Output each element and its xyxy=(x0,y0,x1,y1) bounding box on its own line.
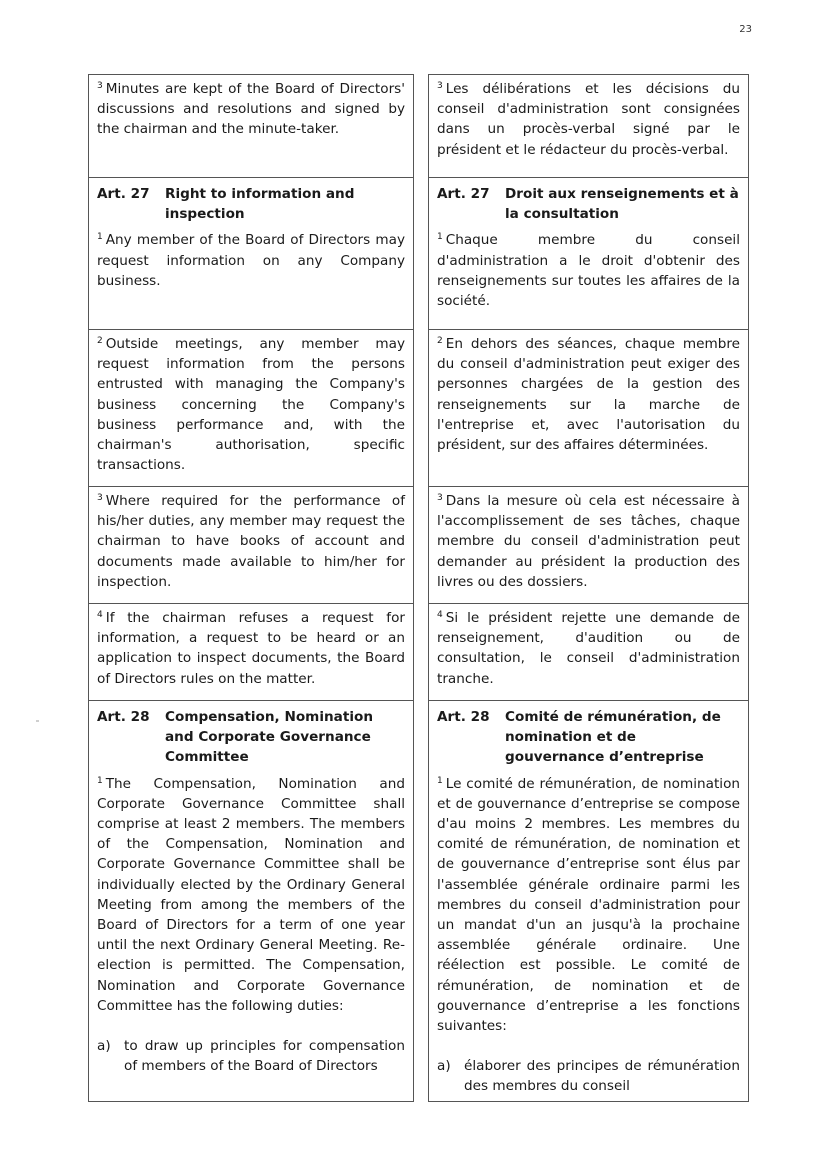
article-title: Right to information and inspection xyxy=(165,186,355,223)
english-cell xyxy=(89,487,414,604)
paragraph-number: 1 xyxy=(437,232,443,243)
list-item xyxy=(97,1036,405,1076)
column-gap xyxy=(414,75,429,178)
english-cell xyxy=(89,178,414,330)
paragraph-text: Si le président rejette une demande de renseignement, d'audition ou de consultation, le conseil d'administration tranche. xyxy=(437,610,740,687)
english-paragraph xyxy=(97,334,405,475)
list-marker: a) xyxy=(437,1058,451,1075)
paragraph-text: Where required for the performance of his/her duties, any member may request the chairman to have books of account and documents made available to him/her for inspection. xyxy=(97,493,405,590)
article-title: Compensation, Nomination and Corporate Governance Committee xyxy=(165,709,374,766)
english-paragraph xyxy=(97,491,405,592)
table-row xyxy=(89,487,749,604)
paragraph-number: 2 xyxy=(97,336,103,346)
article-number: Art. 27 xyxy=(437,186,490,202)
english-paragraph xyxy=(97,79,405,140)
bilingual-articles-table xyxy=(88,74,749,1102)
paragraph-number: 4 xyxy=(97,610,103,620)
paragraph-text: Dans la mesure où cela est nécessaire à l'accomplissement de ses tâches, chaque membre du conseil d'administration peut demander au président la production des livres ou des dossiers. xyxy=(437,493,740,590)
paragraph-number: 3 xyxy=(97,81,103,91)
article-title: Comité de rémunération, de nomination et de gouvernance d’entreprise xyxy=(505,709,721,766)
english-paragraph xyxy=(97,774,405,1016)
french-cell xyxy=(429,604,749,701)
paragraph-text: Chaque membre du conseil d'administration a le droit d'obtenir des renseignements sur toutes les affaires de la société. xyxy=(437,232,740,310)
table-row xyxy=(89,701,749,1102)
page-number: 23 xyxy=(739,24,752,35)
list-item-text: élaborer des principes de rémunération des membres du conseil xyxy=(464,1058,740,1095)
english-paragraph xyxy=(97,608,405,689)
table-row xyxy=(89,330,749,487)
paragraph-number: 1 xyxy=(437,775,443,786)
paragraph-number: 3 xyxy=(437,493,443,503)
paragraph-number: 1 xyxy=(97,775,103,786)
paragraph-text: Outside meetings, any member may request information from the persons entrusted with managing the Company's business concerning the Company's business performance and, with the chairman's authorisation, specific transactions. xyxy=(97,336,405,474)
column-gap xyxy=(414,604,429,701)
article-number: Art. 27 xyxy=(97,186,150,202)
column-gap xyxy=(414,701,429,1102)
paragraph-number: 4 xyxy=(437,610,443,620)
french-paragraph xyxy=(437,79,740,160)
paragraph-text: The Compensation, Nomination and Corporate Governance Committee shall comprise at least 2 members. The members of the Compensation, Nomination and Corporate Governance Committee shall be individually elected by the Ordinary General Meeting from among the members of the Board of Directors for a term of one year until the next Ordinary General Meeting. Re-election is permitted. The Compensation, Nomination and Corporate Governance Committee has the following duties: xyxy=(97,775,405,1014)
french-paragraph xyxy=(437,774,740,1037)
paragraph-number: 3 xyxy=(97,493,103,503)
paragraph-text: Any member of the Board of Directors may request information on any Company business. xyxy=(97,232,405,289)
paragraph-text: If the chairman refuses a request for information, a request to be heard or an application to inspect documents, the Board of Directors rules on the matter. xyxy=(97,610,405,687)
article-number: Art. 28 xyxy=(97,709,150,725)
french-cell xyxy=(429,75,749,178)
english-cell xyxy=(89,701,414,1102)
article-number: Art. 28 xyxy=(437,709,490,725)
english-cell xyxy=(89,75,414,178)
paragraph-number: 1 xyxy=(97,232,103,243)
table-row xyxy=(89,75,749,178)
table-row xyxy=(89,178,749,330)
article-heading xyxy=(437,184,740,224)
french-cell xyxy=(429,701,749,1102)
list-item xyxy=(437,1056,740,1096)
scan-speck xyxy=(36,720,39,722)
article-title: Droit aux renseignements et à la consultation xyxy=(505,186,739,223)
english-cell xyxy=(89,330,414,487)
french-paragraph xyxy=(437,608,740,689)
paragraph-text: Le comité de rémunération, de nomination et de gouvernance d’entreprise se compose d'au moins 2 membres. Les membres du comité de rémunération, de nomination et de gouvernance d’entreprise sont élus par l'assemblée générale ordinaire parmi les membres du conseil d'administration pour un mandat d'un an jusqu'à la prochaine assemblée générale ordinaire. Une réélection est possible. Le comité de rémunération, de nomination et de gouvernance d’entreprise a les fonctions suivantes: xyxy=(437,775,740,1035)
column-gap xyxy=(414,487,429,604)
paragraph-text: En dehors des séances, chaque membre du conseil d'administration peut exiger des personnes chargées de la gestion des renseignements sur la marche de l'entreprise et, avec l'autorisation du président, sur des affaires déterminées. xyxy=(437,336,740,454)
list-marker: a) xyxy=(97,1038,111,1055)
french-cell xyxy=(429,178,749,330)
paragraph-number: 2 xyxy=(437,336,443,346)
column-gap xyxy=(414,178,429,330)
french-paragraph xyxy=(437,230,740,311)
list-item-text: to draw up principles for compensation of members of the Board of Directors xyxy=(124,1038,405,1075)
french-cell xyxy=(429,330,749,487)
french-cell xyxy=(429,487,749,604)
table-row xyxy=(89,604,749,701)
article-heading xyxy=(97,184,405,224)
paragraph-number: 3 xyxy=(437,81,443,91)
english-paragraph xyxy=(97,230,405,291)
french-paragraph xyxy=(437,491,740,592)
column-gap xyxy=(414,330,429,487)
article-heading xyxy=(97,707,405,768)
article-heading xyxy=(437,707,740,768)
paragraph-text: Minutes are kept of the Board of Directors' discussions and resolutions and signed by the chairman and the minute-taker. xyxy=(97,81,405,138)
english-cell xyxy=(89,604,414,701)
french-paragraph xyxy=(437,334,740,455)
paragraph-text: Les délibérations et les décisions du conseil d'administration sont consignées dans un procès-verbal signé par le président et le rédacteur du procès-verbal. xyxy=(437,81,740,158)
